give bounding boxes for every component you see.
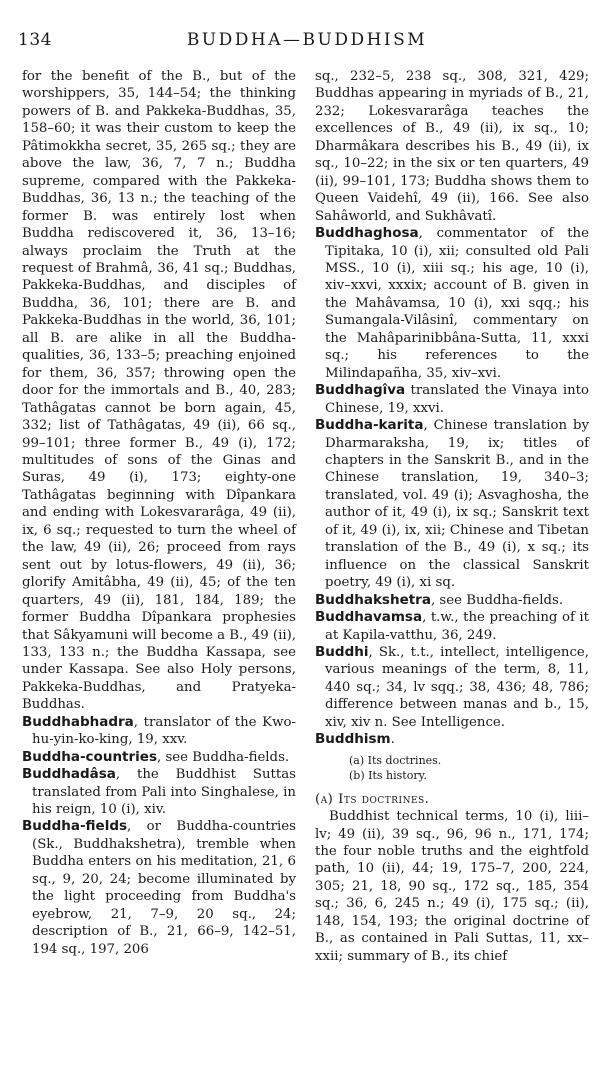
right-column	[315, 68, 589, 965]
index-entry	[22, 818, 296, 958]
left-continuation-text: for the benefit of the B., but of the worshippers, 35, 144–54; the thinking powers of B. and Pakkeka-Buddhas, 35, 158–60; it was their custom to keep the Pâtimokkha secret, 35, 265 sq.; they are above the law, 36, 7, 7 n.; Buddha supreme, compared with the Pakkeka-Buddhas, 36, 13 n.; the teaching of the former B. was entirely lost when Buddha rediscovered it, 36, 13–16; always proclaim the Truth at the request of Brahmâ, 36, 41 sq.; Buddhas, Pakkeka-Buddhas, and disciples of Buddha, 36, 101; there are B. and Pakkeka-Buddhas in the world, 36, 101; all B. are alike in all the Buddha-qualities, 36, 133–5; preaching enjoined for them, 36, 357; throwing open the door for the immortals and B., 40, 283; Tathâgatas cannot be born again, 45, 332; list of Tathâgatas, 49 (ii), 66 sq., 99–101; three former B., 49 (i), 172; multitudes of sons of the Ginas and Suras, 49 (i), 173; eighty-one Tathâgatas beginning with Dîpankara and ending with Lokesvararâga, 49 (ii), ix, 6 sq.; requested to turn the wheel of the law, 49 (ii), 26; proceed from rays sent out by lotus-flowers, 49 (ii), 36; glorify Amitâbha, 49 (ii), 45; of the ten quarters, 49 (ii), 181, 184, 189; the former Buddha Dîpankara prophesies that Sâkyamuni will become a B., 49 (ii), 133, 133 n.; the Buddha Kassapa, see under Kassapa. See also Holy persons, Pakkeka-Buddhas, and Pratyeka-Buddhas.	[22, 69, 296, 713]
index-entry	[315, 382, 589, 417]
entry-text: , commentator of the Tipitaka, 10 (i), xii; consulted old Pali MSS., 10 (i), xiii sq.; his age, 10 (i), xiv–xxvi, xxxix; account of B. given in the Mahâvamsa, 10 (i), xxi sqq.; his Sumangala-Vilâsinî, commentary on the Mahâparinibbâna-Sutta, 11, xxxi sq.; his references to the Milindapañha, 35, xiv–xvi.	[325, 226, 589, 381]
index-entry	[22, 749, 296, 766]
entry-headword: Buddha-karita	[315, 417, 424, 434]
entry-text: .	[390, 732, 395, 748]
entry-headword: Buddhavamsa	[315, 609, 423, 626]
index-entry	[22, 714, 296, 749]
index-entry	[315, 644, 589, 731]
entry-headword: Buddhadâsa	[22, 766, 116, 783]
index-entry	[315, 731, 589, 748]
entry-text: , see Buddha-fields.	[156, 749, 290, 765]
right-continuation-text: sq., 232–5, 238 sq., 308, 321, 429; Buddhas appearing in myriads of B., 21, 232; Lokesvararâga teaches the excellences of B., 49 (ii), ix sq., 10; Dharmâkara describes his B., 49 (ii), ix sq., 10–22; in the six or ten quarters, 49 (ii), 99–101, 173; Buddha shows them to Queen Vaidehî, 49 (ii), 166. See also Sahâworld, and Sukhâvatî.	[315, 69, 589, 224]
entry-headword: Buddhakshetra	[315, 591, 431, 608]
index-entry	[22, 766, 296, 818]
index-entry	[315, 592, 589, 609]
entry-headword: Buddhaghosa	[315, 225, 419, 242]
entry-text: translated the Vinaya into Chinese, 19, xxvi.	[325, 383, 589, 416]
entry-headword: Buddha-countries	[22, 748, 157, 765]
buddhism-subsection-list	[315, 753, 589, 783]
section-heading: (a) Its doctrines.	[315, 791, 430, 807]
entry-text: , Chinese translation by Dharmaraksha, 19, ix; titles of chapters in the Sanskrit B., and in the Chinese translation, 19, 340–3; translated, vol. 49 (i); Asvaghosha, the author of it, 49 (i), ix sq.; Sanskrit text of it, 49 (i), ix, xii; Chinese and Tibetan translation of the B., 49 (i), x sq.; its influence on the classical Sanskrit poetry, 49 (i), xi sq.	[325, 418, 589, 591]
entry-text: , the Buddhist Suttas translated from Pali into Singhalese, in his reign, 10 (i), xiv.	[32, 767, 296, 818]
toc-item: (b) Its history.	[349, 768, 427, 782]
section-body: Buddhist technical terms, 10 (i), liii–lv; 49 (ii), 39 sq., 96, 96 n., 171, 174; the four noble truths and the eightfold path, 10 (ii), 44; 19, 175–7, 200, 224, 305; 21, 18, 90 sq., 172 sq., 185, 354 sq.; 36, 6, 245 n.; 49 (i), 175 sq.; (ii), 148, 154, 193; the original doctrine of B., as contained in Pali Suttas, 11, xx–xxii; summary of B., its chief	[315, 809, 589, 964]
left-column	[22, 68, 296, 958]
page-header	[18, 30, 596, 54]
section-text	[315, 808, 589, 965]
entry-headword: Buddhi	[315, 643, 369, 660]
index-entry	[315, 417, 589, 592]
running-title: BUDDHA—BUDDHISM	[186, 30, 428, 50]
entry-text: , translator of the Kwo-hu-yin-ko-king, 19, xxv.	[32, 714, 296, 748]
entry-headword: Buddhism	[315, 731, 391, 748]
entry-headword: Buddhagîva	[315, 382, 406, 399]
entry-text: , or Buddha-countries (Sk., Buddhakshetra), tremble when Buddha enters on his meditation, 21, 6 sq., 9, 20, 24; become illuminated by the light proceeding from Buddha's eyebrow, 21, 7–9, 20 sq., 24; description of B., 21, 66–9, 142–51, 194 sq., 197, 206	[32, 819, 296, 957]
page-number: 134	[18, 30, 52, 50]
index-entry	[315, 609, 589, 644]
entry-headword: Buddha-fields	[22, 818, 128, 835]
entry-text: , see Buddha-fields.	[430, 592, 564, 608]
index-entry	[315, 225, 589, 382]
entry-text: , t.w., the preaching of it at Kapila-vatthu, 36, 249.	[325, 610, 589, 643]
entry-headword: Buddhabhadra	[22, 713, 134, 730]
toc-item: (a) Its doctrines.	[349, 753, 442, 767]
entry-text: , Sk., t.t., intellect, intelligence, various meanings of the term, 8, 11, 440 sq.; 34, lv sqq.; 38, 436; 48, 786; difference between manas and b., 15, xiv, xiv n. See Intelligence.	[325, 644, 589, 730]
